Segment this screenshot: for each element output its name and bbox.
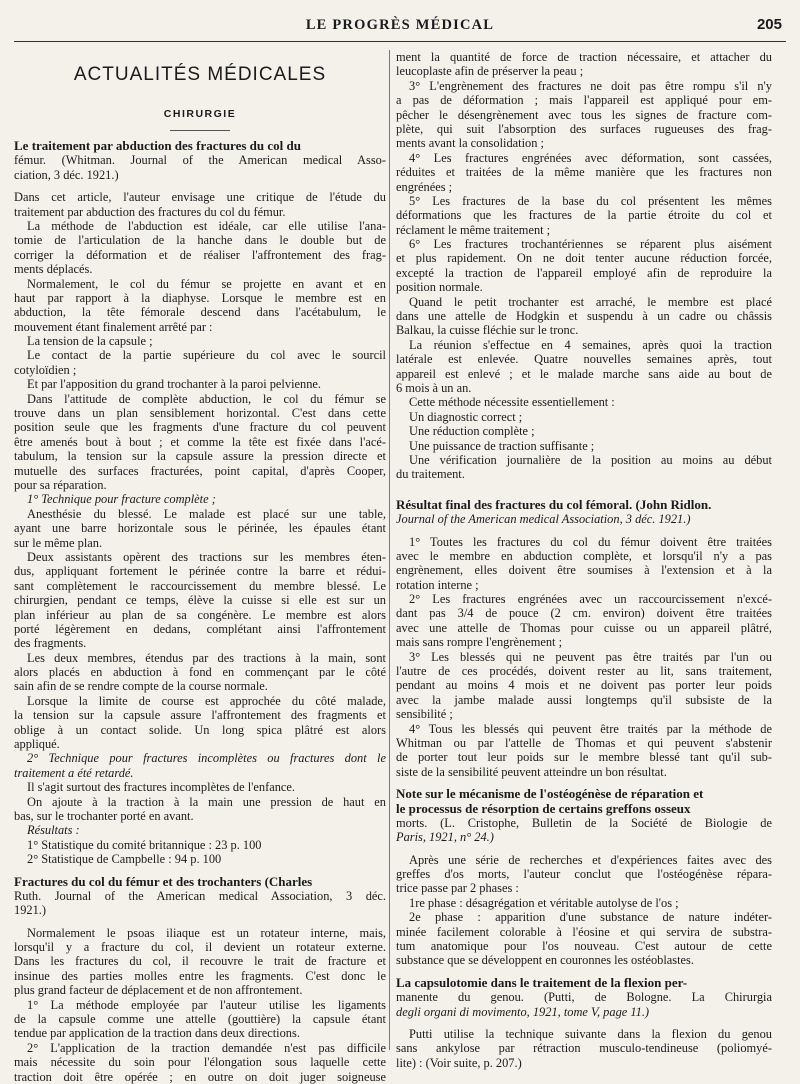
text-line: appliqué.: [14, 737, 60, 752]
text-line: 6 mois à un an.: [396, 380, 472, 395]
text-line: Normalement le psoas iliaque est un rotateur interne, mais,: [27, 925, 386, 940]
text-line: 3° L'engrènement des fractures ne doit pas être rompu s'il n'y: [409, 78, 772, 93]
text-line: être amenés bout à bout ; et comme la tête est fixée dans l'acé-: [14, 434, 386, 449]
text-line: lite) : (Voir suite, p. 207.): [396, 1055, 522, 1070]
text-line: tum anatomique pour l'os nouveau. C'est autour de cette: [396, 939, 772, 954]
text-line: haut par rapport à la diaphyse. Lorsque le membre est en: [14, 290, 386, 305]
text-line: plus grand facteur de déplacement et de non affrontement.: [14, 983, 303, 998]
text-line: chirurgien, pendant ce temps, élève la cuisse si elle est sur un: [14, 593, 386, 608]
text-line: morts. (L. Cristophe, Bulletin de la Société de Biologie de: [396, 815, 772, 830]
section-subtitle: CHIRURGIE: [163, 108, 237, 120]
text-line: rotation interne ;: [396, 577, 479, 592]
text-line: 1° La méthode employée par l'auteur utilise les ligaments: [27, 997, 386, 1012]
text-line: On ajoute à la traction à la main une pression de haut en: [27, 794, 386, 809]
text-line: sant complètement le raccourcissement du membre blessé. Le: [14, 578, 386, 593]
text-line: la tension sur la capsule assure l'affrontement des fragments et: [14, 708, 386, 723]
paragraph-gap: [396, 845, 772, 853]
text-line: oblige à un contact solide. Un long spica plâtré est alors: [14, 722, 386, 737]
paragraph-gap: [396, 527, 772, 535]
text-line: porté légèrement en dedans, complétant ainsi l'affrontement: [14, 621, 386, 636]
text-line: 1° Toutes les fractures du col du fémur doivent être traitées: [409, 534, 772, 549]
text-line: cotyloïdien ;: [14, 362, 77, 377]
text-line: 4° Tous les blessés qui peuvent être traités par la méthode de: [409, 721, 772, 736]
text-line: l'autre de ces procédés, doivent rester au lit, sans traitement,: [396, 664, 772, 679]
text-line: excepté la traction de l'appareil employé afin de reproduire la: [396, 265, 772, 280]
text-line: 1° Statistique du comité britannique : 23 p. 100: [27, 837, 262, 852]
text-line: La tension de la capsule ;: [27, 334, 153, 349]
article-heading-line: La capsulotomie dans le traitement de la flexion per-: [396, 974, 688, 990]
text-line: substance que se développent en couronnes les ostéoblastes.: [396, 953, 694, 968]
text-line: trice passe par 2 phases :: [396, 881, 519, 896]
text-line: Paris, 1921, n° 24.): [396, 830, 494, 845]
text-line: 5° Les fractures de la base du col présentent les mêmes: [409, 193, 772, 208]
text-line: La méthode de l'abduction est idéale, car elle utilise l'ana-: [27, 218, 386, 233]
text-line: 4° Les fractures engrénées avec déformation, sont cassées,: [409, 150, 772, 165]
text-line: Dans cet article, l'auteur envisage une critique de l'étude du: [14, 190, 386, 205]
text-line: appareil est enlevé ; et le malade marche sans aide au bout de: [396, 366, 772, 381]
text-line: engrénées ;: [396, 179, 453, 194]
column-divider: [389, 50, 390, 1050]
text-line: 2° L'application de la traction demandée n'est pas difficile: [27, 1040, 386, 1055]
text-line: trouve dans un plan sensiblement horizontal. C'est dans cette: [14, 406, 386, 421]
text-line: bas, sur le trochanter porté en avant.: [14, 808, 194, 823]
text-line: Une vérification journalière de la position au moins au début: [409, 452, 772, 467]
article-heading-line: le processus de résorption de certains greffons osseux: [396, 800, 691, 816]
text-line: alors placés en abduction à fond en commençant par le côté: [14, 665, 386, 680]
article-heading-line: Le traitement par abduction des fractures du col du: [14, 138, 301, 153]
text-line: 3° Les blessés qui ne peuvent pas être traités par l'un ou: [409, 649, 772, 664]
text-line: 1° Technique pour fracture complète ;: [27, 492, 216, 507]
text-line: fémur. (Whitman. Journal of the American medical Asso-: [14, 153, 386, 168]
text-line: a pas de déformation ; mais l'appareil est appliqué pour em-: [396, 93, 772, 108]
text-line: manente du genou. (Putti, de Bologne. La Chirurgia: [396, 990, 772, 1005]
text-line: Un diagnostic correct ;: [409, 409, 523, 424]
text-line: Le contact de la partie supérieure du col avec le sourcil: [27, 348, 386, 363]
text-line: Ruth. Journal of the American medical Association, 3 déc.: [14, 888, 386, 903]
text-line: greffes d'os morts, l'auteur conclut que l'ostéogénèse répara-: [396, 867, 772, 882]
text-line: position seule que les fragments d'une fracture du col peuvent: [14, 420, 386, 435]
text-line: Balkau, la cuisse fléchie sur le tronc.: [396, 323, 579, 338]
text-line: Dans l'attitude de complète abduction, le col du fémur se: [27, 391, 386, 406]
text-line: des fragments.: [14, 636, 87, 651]
right-column: [396, 50, 772, 1070]
text-line: Putti utilise la technique suivante dans la flexion du genou: [409, 1027, 772, 1041]
article-heading-line: Fractures du col du fémur et des trochanters (Charles: [14, 873, 313, 889]
text-line: mutuelle des surfaces fracturées, point capital, d'après Cooper,: [14, 463, 386, 478]
text-line: Quand le petit trochanter est arraché, le membre est placé: [409, 294, 772, 309]
left-column: [14, 50, 386, 1084]
text-line: Après une série de recherches et d'expériences faites avec des: [409, 852, 772, 867]
text-line: 2° Les fractures engrénées avec un raccourcissement n'excé-: [409, 592, 772, 607]
text-line: Normalement, le col du fémur se projette en avant et en: [27, 276, 386, 291]
text-line: latérale est enlevée. Quatre nouvelles semaines après, tout: [396, 352, 772, 367]
page-number: 205: [756, 16, 782, 33]
text-line: ments déplacés.: [14, 262, 93, 277]
text-line: 1921.): [14, 903, 47, 918]
text-line: Les deux membres, étendus par des tractions à la main, sont: [27, 650, 386, 665]
text-line: tabulum, la tension sur la capsule assure la pression directe et: [14, 449, 386, 464]
text-line: pêcher le désengrènement avec tous les signes de fracture com-: [396, 107, 772, 122]
text-line: sain afin de se rendre compte de la course normale.: [14, 679, 268, 694]
text-line: lorsqu'il y a fracture du col, il devient un rotateur externe.: [14, 940, 386, 955]
text-line: réduites et traitées de la même manière que les fractures non: [396, 165, 772, 180]
text-line: avec une attelle de Thomas pour cuisse ou un appareil plâtré,: [396, 620, 772, 635]
text-line: Une puissance de traction suffisante ;: [409, 438, 595, 453]
paragraph-gap: [396, 1019, 772, 1027]
text-line: pour sa réparation.: [14, 477, 107, 492]
text-line: sensibilité ;: [396, 707, 453, 722]
text-line: réclament le même traitement ;: [396, 222, 551, 237]
text-line: plan inférieur au plan de sa congénère. Le membre est alors: [14, 607, 386, 622]
text-line: Journal of the American medical Association, 3 déc. 1921.): [396, 512, 691, 527]
text-line: Il s'agit surtout des fractures incomplètes de l'enfance.: [27, 780, 296, 795]
page-header: [14, 12, 786, 42]
text-line: Deux assistants opèrent des tractions sur les membres éten-: [27, 549, 386, 564]
text-line: engrènement, elles doivent être soumises à l'extension et à la: [396, 563, 772, 578]
text-line: mais sans rompre l'engrènement ;: [396, 635, 563, 650]
text-line: ciation, 3 déc. 1921.): [14, 167, 119, 182]
text-line: traction doit être opérée ; en outre on doit juger soigneuse: [14, 1069, 386, 1084]
text-line: 2° Statistique de Campbelle : 94 p. 100: [27, 852, 222, 867]
text-line: mais nécessite du soin pour l'élongation sous laquelle cette: [14, 1055, 386, 1070]
text-line: sans ankylose par rétraction musculo-tendineuse (poliomyé-: [396, 1041, 772, 1056]
text-line: Une réduction complète ;: [409, 424, 535, 439]
text-line: Whitman ou par l'attelle de Thomas et qui peuvent s'abstenir: [396, 735, 772, 750]
paragraph-gap: [396, 482, 772, 498]
text-line: dans une attelle de Hodgkin et suspendu à un cadre ou châssis: [396, 309, 772, 324]
text-line: avec le membre en abduction complète, et lorsqu'il n'y a pas: [396, 548, 772, 563]
paragraph-gap: [14, 182, 386, 190]
text-line: traitement par abduction des fractures du col du fémur.: [14, 204, 286, 219]
text-line: du traitement.: [396, 467, 465, 482]
text-line: abduction, la tête fémorale descend dans l'acétabulum, le: [14, 305, 386, 320]
text-line: avec la jambe malade aussi longtemps qu'il subsiste de la: [396, 692, 772, 707]
journal-name: LE PROGRÈS MÉDICAL: [305, 17, 495, 33]
text-line: degli organi di movimento, 1921, tome V, page 11.): [396, 1004, 650, 1019]
text-line: 6° Les fractures trochantériennes se réparent plus aisément: [409, 237, 772, 252]
text-line: 1re phase : désagrégation et véritable autolyse de l'os ;: [409, 895, 679, 910]
text-line: minée facilement colorable à l'éosine et qui servira de substra-: [396, 924, 772, 939]
section-title: ACTUALITÉS MÉDICALES: [73, 64, 327, 85]
text-line: Anesthésie du blessé. Le malade est placé sur une table,: [27, 506, 386, 521]
text-line: La réunion s'effectue en 4 semaines, après quoi la traction: [409, 337, 772, 352]
text-line: et plus rapidement. On ne doit tenter aucune réduction forcée,: [396, 251, 772, 266]
text-line: traitement a été retardé.: [14, 765, 134, 780]
text-line: Résultats :: [27, 823, 80, 838]
text-line: tomie de l'articulation de la hanche dans le double but de: [14, 233, 386, 248]
text-line: position normale.: [396, 280, 483, 295]
text-line: Dans les fractures du col, il recouvre le trait de fracture et: [14, 954, 386, 969]
text-line: ayant une barre horizontale sous le périnée, les épaules étant: [14, 521, 386, 536]
text-line: Lorsque la limite de course est approchée du côté malade,: [27, 693, 386, 708]
text-line: plète, qui suit l'absorption des surfaces rugueuses des frag-: [396, 121, 772, 136]
text-line: Cette méthode nécessite essentiellement :: [409, 395, 615, 410]
text-line: 2e phase : apparition d'une substance de nature indéter-: [409, 910, 772, 925]
text-line: insinue des parties molles entre les fragments. C'est donc le: [14, 968, 386, 983]
text-line: sur le même plan.: [14, 535, 103, 550]
text-line: corriger la déformation et de réaliser l'affrontement des frag-: [14, 247, 386, 262]
text-line: pendant au moins 4 mois et ne doivent pas porter leur poids: [396, 678, 772, 693]
text-line: de la capsule comme une attelle (gouttière) la capsule étant: [14, 1012, 386, 1027]
text-line: siste de la sensibilité peuvent atteindre un bon résultat.: [396, 764, 667, 779]
text-line: ments avant la consolidation ;: [396, 136, 544, 151]
paragraph-gap: [14, 918, 386, 926]
text-line: leucoplaste afin de préserver la peau ;: [396, 64, 584, 79]
article-heading-line: Résultat final des fractures du col fémoral. (John Ridlon.: [396, 496, 712, 512]
text-line: de porter tout leur poids sur le membre blessé tant qu'il sub-: [396, 750, 772, 765]
text-line: tendue par application de la traction dans deux directions.: [14, 1026, 300, 1041]
article-heading-line: Note sur le mécanisme de l'ostéogénèse de réparation et: [396, 786, 704, 802]
text-line: dant pas 3/4 de pouce (2 cm. environ) doivent être traitées: [396, 606, 772, 621]
text-line: 2° Technique pour fractures incomplètes ou fractures dont le: [27, 751, 386, 766]
text-line: Et par l'apposition du grand trochanter à la paroi pelvienne.: [27, 377, 321, 392]
text-line: dus, appliquant fortement le périnée contre la barre et rédui-: [14, 564, 386, 579]
text-line: déformations que les fractures de la partie étroite du col et: [396, 208, 772, 223]
text-line: ment la quantité de force de traction nécessaire, et attacher du: [396, 50, 772, 64]
text-line: mouvement étant finalement arrêté par :: [14, 319, 213, 334]
